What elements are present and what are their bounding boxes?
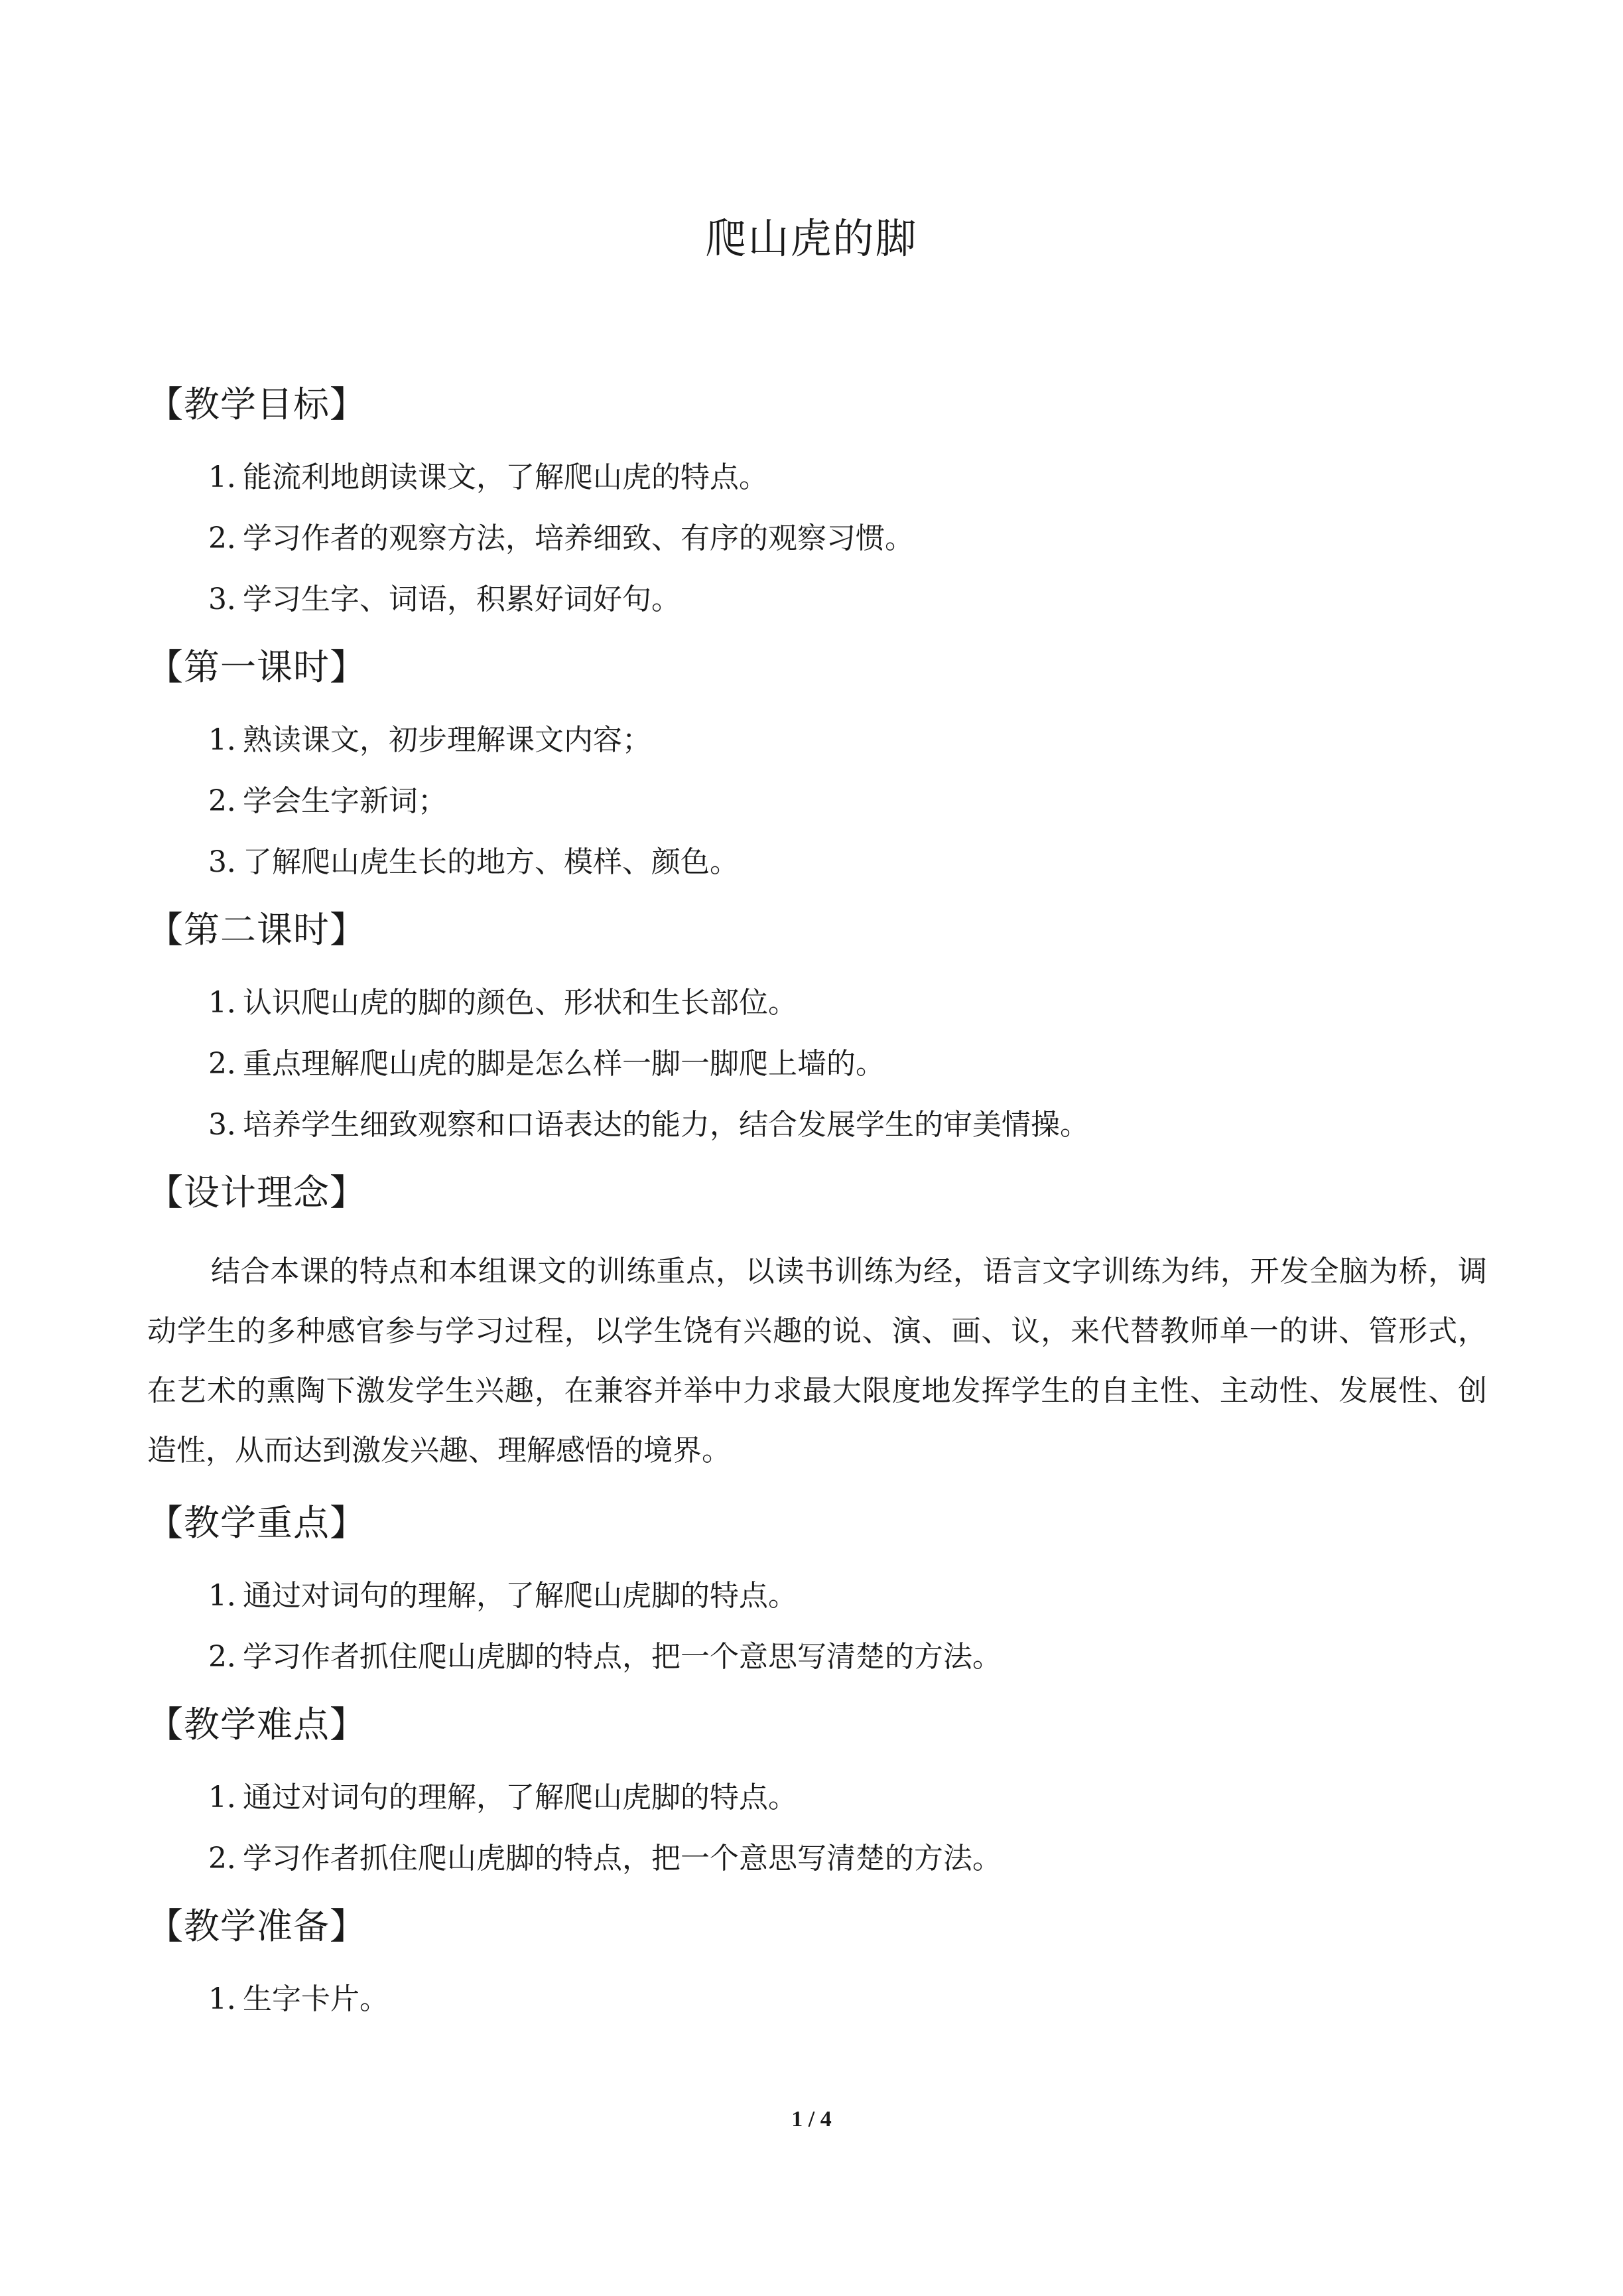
list-item <box>147 1576 1487 1616</box>
list-item <box>147 1637 1487 1677</box>
page-title: 爬山虎的脚 <box>705 214 918 263</box>
item-number: 1． <box>208 1579 256 1613</box>
section-heading-design-concept: 【设计理念】 <box>147 1172 366 1213</box>
item-number: 1． <box>208 1982 256 2016</box>
document-body <box>147 378 1487 2041</box>
item-text: 认识爬山虎的脚的颜色、形状和生长部位。 <box>243 986 797 1020</box>
item-text: 学习作者的观察方法，培养细致、有序的观察习惯。 <box>243 521 914 555</box>
item-text: 能流利地朗读课文，了解爬山虎的特点。 <box>243 460 768 494</box>
list-item <box>147 1044 1487 1084</box>
section-heading-key-points: 【教学重点】 <box>147 1502 366 1544</box>
item-number: 1． <box>208 986 256 1020</box>
item-text: 学习生字、词语，积累好词好句。 <box>243 582 681 616</box>
list-item <box>147 1778 1487 1818</box>
item-number: 1． <box>208 1781 256 1814</box>
item-number: 2． <box>208 1640 256 1674</box>
item-number: 1． <box>208 460 256 494</box>
list-item <box>147 519 1487 559</box>
item-number: 2． <box>208 1842 256 1875</box>
list-item <box>147 458 1487 498</box>
item-text: 培养学生细致观察和口语表达的能力，结合发展学生的审美情操。 <box>243 1108 1089 1142</box>
section-heading-teaching-goals: 【教学目标】 <box>147 383 366 425</box>
item-text: 生字卡片。 <box>243 1982 389 2016</box>
item-text: 了解爬山虎生长的地方、模样、颜色。 <box>243 845 739 879</box>
item-text: 学会生字新词； <box>243 784 447 818</box>
section-heading-second-lesson: 【第二课时】 <box>147 909 366 951</box>
list-item <box>147 843 1487 882</box>
item-text: 重点理解爬山虎的脚是怎么样一脚一脚爬上墙的。 <box>243 1047 885 1081</box>
list-item <box>147 1980 1487 2019</box>
section-heading-difficulties: 【教学难点】 <box>147 1704 366 1745</box>
list-item <box>147 1105 1487 1145</box>
item-text: 学习作者抓住爬山虎脚的特点，把一个意思写清楚的方法。 <box>243 1842 1002 1875</box>
item-text: 学习作者抓住爬山虎脚的特点，把一个意思写清楚的方法。 <box>243 1640 1002 1674</box>
list-item <box>147 983 1487 1023</box>
item-number: 3． <box>208 1108 256 1142</box>
list-item <box>147 720 1487 760</box>
item-number: 2． <box>208 521 256 555</box>
page-number: 1 / 4 <box>791 2107 832 2131</box>
item-text: 通过对词句的理解，了解爬山虎脚的特点。 <box>243 1781 797 1814</box>
item-text: 通过对词句的理解，了解爬山虎脚的特点。 <box>243 1579 797 1613</box>
item-text: 熟读课文，初步理解课文内容； <box>243 723 651 757</box>
item-number: 1． <box>208 723 256 757</box>
item-number: 3． <box>208 582 256 616</box>
item-number: 2． <box>208 1047 256 1081</box>
design-concept-paragraph: 结合本课的特点和本组课文的训练重点，以读书训练为经，语言文字训练为纬，开发全脑为桥，调动学生的多种感官参与学习过程，以学生饶有兴趣的说、演、画、议，来代替教师单一的讲、管形式，在艺术的熏陶下激发学生兴趣，在兼容并举中力求最大限度地发挥学生的自主性、主动性、发展性、创造性，从而达到激发兴趣、理解感悟的境界。 <box>147 1254 1487 1467</box>
section-heading-preparation: 【教学准备】 <box>147 1905 366 1947</box>
item-number: 2． <box>208 784 256 818</box>
section-heading-first-lesson: 【第一课时】 <box>147 646 366 688</box>
list-item <box>147 580 1487 620</box>
list-item <box>147 781 1487 821</box>
list-item <box>147 1839 1487 1879</box>
item-number: 3． <box>208 845 256 879</box>
